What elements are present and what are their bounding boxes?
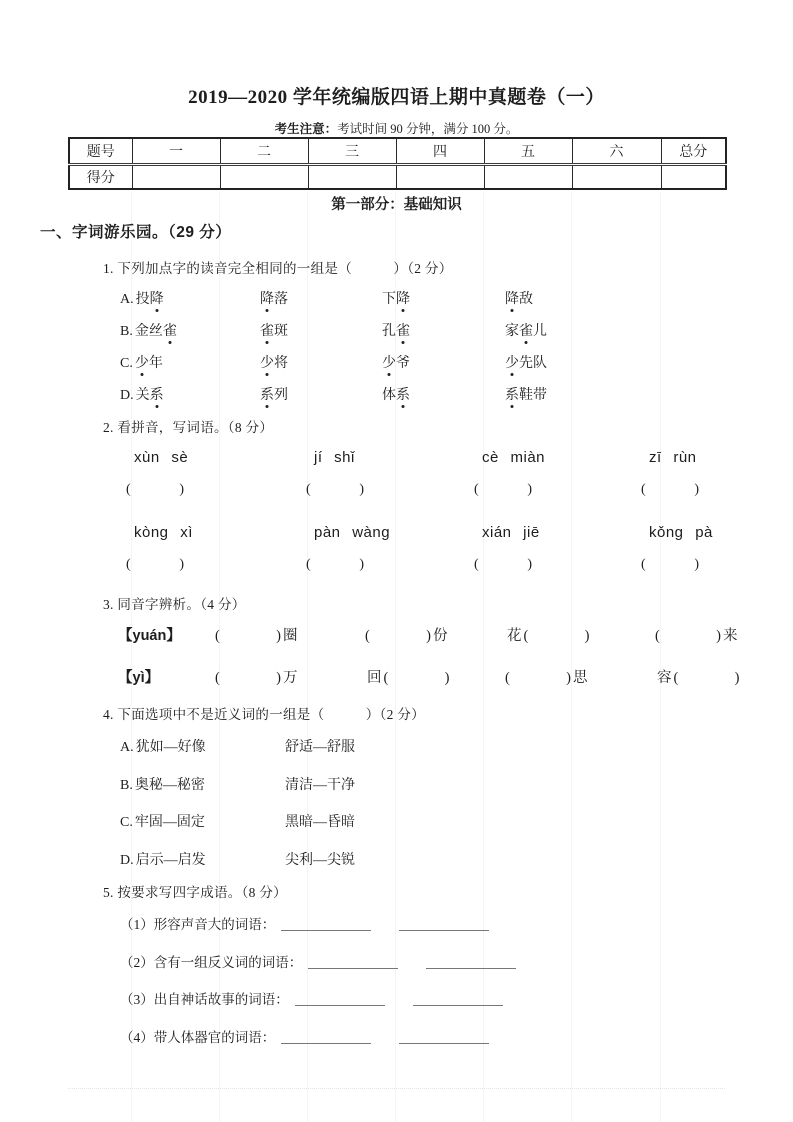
score-cell-empty bbox=[661, 164, 726, 189]
given-char: 容 bbox=[657, 670, 672, 686]
dotted-char: 少 bbox=[505, 356, 519, 371]
q1-option-a-word3 bbox=[382, 288, 505, 320]
word-post: 落 bbox=[274, 292, 288, 307]
q5-item-text: （3）出自神话故事的词语： bbox=[120, 992, 289, 1007]
score-cell-empty bbox=[308, 164, 396, 189]
score-row-label: 得分 bbox=[69, 164, 132, 189]
synonym-pair: 清洁—干净 bbox=[285, 777, 355, 793]
lparen: ( bbox=[655, 628, 660, 644]
rparen: ) bbox=[179, 482, 184, 497]
notice-text: 考试时间 90 分钟，满分 100 分。 bbox=[337, 122, 519, 136]
rparen: ) bbox=[276, 628, 281, 644]
word-pre: 金丝 bbox=[134, 324, 163, 339]
dotted-char: 少 bbox=[382, 356, 396, 371]
q1-option-b-word3 bbox=[382, 320, 505, 352]
score-table-cell-total: 总分 bbox=[661, 138, 726, 164]
word-post: 列 bbox=[274, 388, 288, 403]
pinyin: xián jiē bbox=[482, 524, 540, 541]
q3-row-yuan bbox=[118, 624, 778, 645]
q5-item-text: （4）带人体器官的词语： bbox=[120, 1029, 276, 1045]
section1-heading: 一、字词游乐园。（29 分） bbox=[40, 224, 232, 241]
rparen: ) bbox=[694, 557, 699, 572]
rparen: ) bbox=[444, 670, 450, 686]
synonym-pair: 尖利—尖锐 bbox=[285, 852, 355, 868]
score-cell-empty bbox=[132, 164, 220, 189]
dotted-char: 少 bbox=[134, 356, 149, 371]
q1-option-a-word4 bbox=[505, 288, 680, 320]
q1-prompt: 1. 下列加点字的读音完全相同的一组是（ ）（2 分） bbox=[103, 261, 453, 276]
pinyin: xùn sè bbox=[134, 449, 189, 466]
q5-item-text: （2）含有一组反义词的词语： bbox=[120, 954, 303, 970]
q1-option-b-word2 bbox=[260, 320, 382, 352]
q1-options bbox=[120, 288, 680, 416]
q1-option-c-word2 bbox=[260, 352, 382, 384]
score-table bbox=[68, 137, 727, 190]
word-pre: 孔 bbox=[382, 324, 396, 339]
q1-option-b-word1 bbox=[120, 320, 260, 352]
candidate-notice bbox=[0, 119, 793, 137]
score-table-cell-2: 二 bbox=[220, 138, 308, 164]
notice-label: 考生注意： bbox=[274, 122, 338, 136]
lparen: ( bbox=[215, 628, 220, 644]
given-char: 万 bbox=[283, 670, 298, 686]
rparen: ) bbox=[694, 482, 699, 497]
q1-option-c-word1 bbox=[120, 352, 260, 384]
dotted-char: 系 bbox=[149, 388, 164, 403]
q2-answer-parens-row2 bbox=[118, 557, 768, 573]
q4-option-b-right bbox=[285, 774, 540, 812]
lparen: ( bbox=[306, 557, 311, 572]
word-post: 敌 bbox=[519, 292, 533, 307]
q5-item-text: （1）形容声音大的词语： bbox=[120, 917, 276, 932]
dotted-char: 雀 bbox=[396, 324, 410, 339]
q4-option-c-left bbox=[120, 811, 285, 849]
given-char: 花 bbox=[507, 628, 522, 644]
q3-cell bbox=[215, 666, 365, 687]
word-pre: 下 bbox=[382, 292, 396, 307]
score-table-score-row bbox=[69, 164, 726, 189]
dotted-char: 降 bbox=[260, 292, 274, 307]
homophone-key-yi: 【yì】 bbox=[118, 670, 160, 686]
word-pre: 关 bbox=[135, 388, 150, 403]
pinyin: zī rùn bbox=[649, 449, 697, 466]
q5-item-4 bbox=[120, 1026, 680, 1064]
lparen: ( bbox=[505, 670, 510, 686]
q5-item-2 bbox=[120, 951, 680, 989]
q2-prompt: 2. 看拼音，写词语。（8 分） bbox=[103, 420, 274, 435]
page-title: 2019—2020 学年统编版四语上期中真题卷（一） bbox=[188, 87, 605, 108]
q4-option-d-right bbox=[285, 849, 540, 887]
rparen: ) bbox=[527, 482, 532, 497]
rparen: ) bbox=[527, 557, 532, 572]
word-post: 爷 bbox=[396, 356, 410, 371]
score-cell-empty bbox=[220, 164, 308, 189]
q1-option-c-word3 bbox=[382, 352, 505, 384]
q2-pinyin-row2 bbox=[118, 524, 768, 541]
lparen: ( bbox=[523, 628, 529, 644]
answer-blank bbox=[308, 956, 398, 969]
answer-blank bbox=[413, 993, 503, 1006]
q3-cell bbox=[505, 666, 655, 687]
q3-cell bbox=[215, 624, 365, 645]
answer-blank bbox=[281, 1031, 371, 1044]
word-post: 年 bbox=[148, 356, 163, 371]
answer-parens bbox=[126, 482, 184, 498]
pinyin: kǒng pà bbox=[649, 524, 713, 541]
answer-parens bbox=[384, 670, 450, 687]
q5-items bbox=[120, 913, 680, 1063]
answer-blank bbox=[399, 1031, 489, 1044]
q1-option-d-word1 bbox=[120, 384, 260, 416]
dotted-char: 降 bbox=[149, 292, 164, 307]
score-table-cell-3: 三 bbox=[308, 138, 396, 164]
answer-parens bbox=[524, 628, 590, 645]
answer-parens bbox=[306, 557, 364, 573]
pinyin: cè miàn bbox=[482, 449, 546, 466]
q5-item-3 bbox=[120, 988, 680, 1026]
rparen: ) bbox=[179, 557, 184, 572]
rparen: ) bbox=[584, 628, 590, 644]
pinyin: kòng xì bbox=[134, 524, 193, 541]
synonym-pair: 牢固—固定 bbox=[134, 815, 205, 830]
q1-option-b-word4 bbox=[505, 320, 680, 352]
lparen: ( bbox=[474, 482, 479, 497]
dotted-char: 少 bbox=[260, 356, 274, 371]
q5-item-1 bbox=[120, 913, 680, 951]
answer-parens bbox=[365, 628, 431, 645]
dotted-char: 系 bbox=[505, 388, 519, 403]
option-label: B. bbox=[120, 777, 133, 793]
q4-option-b-left bbox=[120, 774, 285, 812]
word-post: 斑 bbox=[274, 324, 288, 339]
score-table-cell-label: 题号 bbox=[69, 138, 132, 164]
pinyin: pàn wàng bbox=[314, 524, 391, 541]
answer-parens bbox=[306, 482, 364, 498]
answer-parens bbox=[215, 670, 281, 687]
q1-option-a-word1 bbox=[120, 288, 260, 320]
dotted-char: 雀 bbox=[260, 324, 274, 339]
q2-pinyin-row1 bbox=[118, 449, 768, 466]
q4-prompt: 4. 下面选项中不是近义词的一组是（ ）（2 分） bbox=[103, 707, 425, 722]
word-pre: 投 bbox=[135, 292, 150, 307]
answer-blank bbox=[426, 956, 516, 969]
option-label: D. bbox=[120, 852, 134, 868]
answer-parens bbox=[215, 628, 281, 645]
score-table-cell-1: 一 bbox=[132, 138, 220, 164]
answer-blank bbox=[399, 918, 489, 931]
scan-artifact-dotted-rule bbox=[68, 1088, 725, 1089]
word-pre: 家 bbox=[505, 324, 519, 339]
given-char: 回 bbox=[367, 670, 382, 686]
dotted-char: 系 bbox=[396, 388, 410, 403]
q1-option-a-word2 bbox=[260, 288, 382, 320]
dotted-char: 降 bbox=[505, 292, 519, 307]
lparen: ( bbox=[306, 482, 311, 497]
answer-blank bbox=[295, 993, 385, 1006]
option-label: C. bbox=[120, 815, 133, 830]
rparen: ) bbox=[359, 482, 364, 497]
pinyin: jí shǐ bbox=[314, 449, 355, 466]
answer-parens bbox=[641, 557, 699, 573]
option-label: A. bbox=[120, 740, 134, 755]
q5-prompt: 5. 按要求写四字成语。（8 分） bbox=[103, 885, 287, 900]
q3-prompt: 3. 同音字辨析。（4 分） bbox=[103, 597, 246, 612]
score-table-cell-5: 五 bbox=[484, 138, 572, 164]
lparen: ( bbox=[126, 557, 131, 572]
dotted-char: 系 bbox=[260, 388, 274, 403]
score-table-cell-4: 四 bbox=[396, 138, 484, 164]
synonym-pair: 启示—启发 bbox=[135, 852, 206, 868]
lparen: ( bbox=[126, 482, 131, 497]
given-char: 思 bbox=[573, 670, 588, 686]
score-cell-empty bbox=[396, 164, 484, 189]
q3-cell bbox=[365, 624, 505, 645]
q3-cell bbox=[505, 624, 655, 645]
q3-cell bbox=[655, 624, 778, 645]
answer-parens bbox=[505, 670, 571, 687]
answer-parens bbox=[674, 670, 740, 687]
dotted-char: 降 bbox=[396, 292, 410, 307]
score-table-cell-6: 六 bbox=[572, 138, 661, 164]
rparen: ) bbox=[716, 628, 721, 644]
word-post: 儿 bbox=[533, 324, 547, 339]
synonym-pair: 犹如—好像 bbox=[135, 740, 206, 755]
rparen: ) bbox=[276, 670, 281, 686]
option-label: B. bbox=[120, 324, 133, 339]
rparen: ) bbox=[359, 557, 364, 572]
q3-row-yi bbox=[118, 666, 778, 687]
q1-option-d-word3 bbox=[382, 384, 505, 416]
rparen: ) bbox=[426, 628, 431, 644]
word-pre: 体 bbox=[382, 388, 396, 403]
answer-parens bbox=[655, 628, 721, 645]
lparen: ( bbox=[383, 670, 389, 686]
synonym-pair: 奥秘—秘密 bbox=[134, 777, 205, 793]
q2-answer-parens-row1 bbox=[118, 482, 768, 498]
q4-option-a-right bbox=[285, 736, 540, 774]
answer-blank bbox=[281, 918, 371, 931]
dotted-char: 雀 bbox=[162, 324, 177, 339]
synonym-pair: 黑暗—昏暗 bbox=[285, 815, 355, 830]
option-label: C. bbox=[120, 356, 133, 371]
rparen: ) bbox=[734, 670, 740, 686]
score-cell-empty bbox=[572, 164, 661, 189]
q1-option-c-word4 bbox=[505, 352, 680, 384]
homophone-key-yuan: 【yuán】 bbox=[118, 628, 181, 644]
score-cell-empty bbox=[484, 164, 572, 189]
option-label: D. bbox=[120, 388, 134, 403]
lparen: ( bbox=[641, 482, 646, 497]
given-char: 圈 bbox=[283, 628, 298, 644]
q1-option-d-word4 bbox=[505, 384, 680, 416]
score-table-header-row bbox=[69, 138, 726, 164]
word-post: 鞋带 bbox=[519, 388, 547, 403]
lparen: ( bbox=[673, 670, 679, 686]
answer-parens bbox=[474, 557, 532, 573]
answer-parens bbox=[126, 557, 184, 573]
lparen: ( bbox=[474, 557, 479, 572]
rparen: ) bbox=[566, 670, 571, 686]
dotted-char: 雀 bbox=[519, 324, 533, 339]
lparen: ( bbox=[215, 670, 220, 686]
q3-cell bbox=[365, 666, 505, 687]
given-char: 份 bbox=[433, 628, 448, 644]
option-label: A. bbox=[120, 292, 134, 307]
given-char: 来 bbox=[723, 628, 738, 644]
q1-option-d-word2 bbox=[260, 384, 382, 416]
word-post: 先队 bbox=[519, 356, 547, 371]
synonym-pair: 舒适—舒服 bbox=[285, 740, 355, 755]
q4-option-c-right bbox=[285, 811, 540, 849]
q4-option-a-left bbox=[120, 736, 285, 774]
lparen: ( bbox=[365, 628, 370, 644]
answer-parens bbox=[641, 482, 699, 498]
q3-cell bbox=[655, 666, 778, 687]
lparen: ( bbox=[641, 557, 646, 572]
word-post: 将 bbox=[274, 356, 288, 371]
q4-options bbox=[120, 736, 540, 886]
part1-heading: 第一部分：基础知识 bbox=[331, 197, 462, 213]
answer-parens bbox=[474, 482, 532, 498]
